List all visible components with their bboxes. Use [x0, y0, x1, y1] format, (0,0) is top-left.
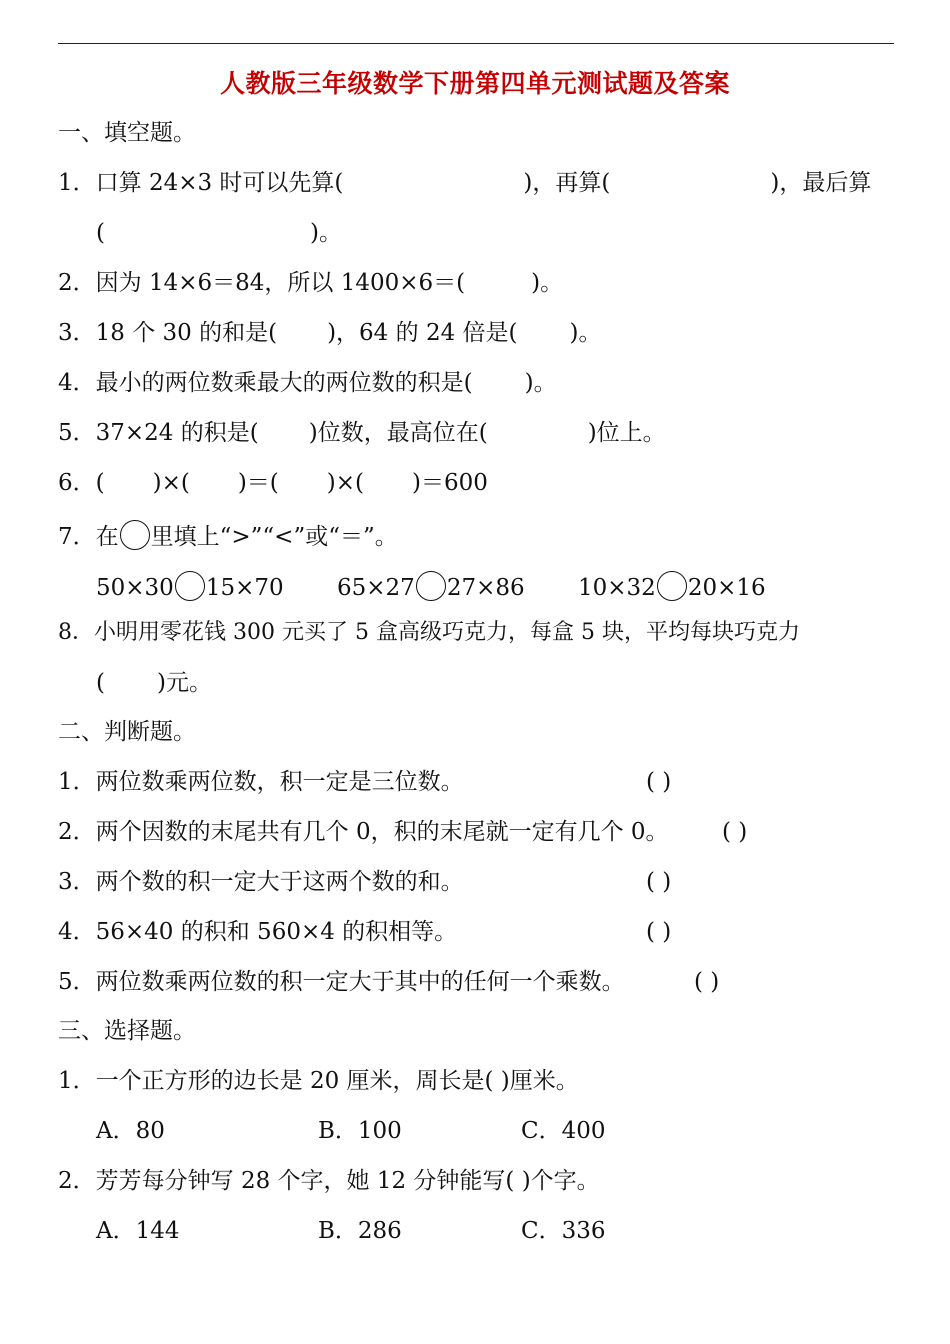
- fill-q4-text-b: )。: [524, 370, 557, 396]
- fill-q7-item-3: [578, 571, 766, 603]
- fill-q8-text-c: )元。: [156, 670, 212, 696]
- section-choice-heading: 三、选择题。: [58, 1018, 196, 1044]
- fill-q2-text-b: )。: [531, 270, 564, 296]
- compare-2-right: 27×86: [446, 575, 525, 601]
- choice-q1-option-b[interactable]: B．100: [318, 1118, 402, 1144]
- fill-q5-text-a: 5．37×24 的积是(: [58, 420, 259, 446]
- compare-1-right: 15×70: [205, 575, 284, 601]
- fill-q5: [58, 418, 666, 448]
- choice-q2-option-b[interactable]: B．286: [318, 1218, 402, 1244]
- fill-q5-text-c: )位上。: [587, 420, 666, 446]
- fill-q7-text-b: 里填上“>”“<”或“＝”。: [150, 524, 398, 550]
- fill-q6-text-d: )×(: [326, 470, 364, 496]
- judge-q4-answer[interactable]: ( ): [646, 919, 672, 945]
- page-title: 人教版三年级数学下册第四单元测试题及答案: [219, 69, 730, 98]
- compare-2-circle-icon[interactable]: [416, 571, 446, 601]
- fill-q1-line2: [96, 218, 342, 248]
- fill-q4: [58, 368, 557, 398]
- judge-q2: 2．两个因数的末尾共有几个 0，积的末尾就一定有几个 0。: [58, 819, 669, 845]
- compare-1-left: 50×30: [96, 575, 174, 601]
- fill-q3: [58, 318, 601, 348]
- compare-3-left: 10×32: [578, 575, 656, 601]
- judge-q1-answer[interactable]: ( ): [646, 769, 672, 795]
- judge-q4: 4．56×40 的积和 560×4 的积相等。: [58, 919, 458, 945]
- choice-q1-option-c[interactable]: C．400: [521, 1118, 606, 1144]
- compare-circle-icon: [120, 520, 150, 550]
- fill-q3-text-a: 3．18 个 30 的和是(: [58, 320, 278, 346]
- judge-q5: 5．两位数乘两位数的积一定大于其中的任何一个乘数。: [58, 969, 625, 995]
- compare-2-left: 65×27: [337, 575, 415, 601]
- compare-3-circle-icon[interactable]: [657, 571, 687, 601]
- compare-3-right: 20×16: [687, 575, 766, 601]
- fill-q4-text-a: 4．最小的两位数乘最大的两位数的积是(: [58, 370, 473, 396]
- fill-q1-line1: [58, 168, 871, 198]
- fill-q1-text-a: 1．口算 24×3 时可以先算(: [58, 170, 344, 196]
- fill-q1-text-d: (: [96, 220, 105, 246]
- fill-q7-item-2: [337, 571, 525, 603]
- choice-q2: 2．芳芳每分钟写 28 个字，她 12 分钟能写( )个字。: [58, 1168, 600, 1194]
- section-judge-heading: 二、判断题。: [58, 719, 196, 745]
- fill-q1-text-c: )，最后算: [770, 170, 872, 196]
- fill-q6-text-e: )＝600: [412, 470, 488, 496]
- fill-q1-text-b: )，再算(: [523, 170, 611, 196]
- section-fill-heading: 一、填空题。: [58, 120, 196, 146]
- choice-q1: 1．一个正方形的边长是 20 厘米，周长是( )厘米。: [58, 1068, 579, 1094]
- fill-q6-text-a: 6．(: [58, 470, 105, 496]
- judge-q3-answer[interactable]: ( ): [646, 869, 672, 895]
- fill-q7: [58, 520, 398, 552]
- choice-q1-option-a[interactable]: A．80: [96, 1118, 165, 1144]
- judge-q2-answer[interactable]: ( ): [722, 819, 748, 845]
- compare-1-circle-icon[interactable]: [175, 571, 205, 601]
- choice-q2-option-a[interactable]: A．144: [96, 1218, 180, 1244]
- fill-q6-text-b: )×(: [152, 470, 190, 496]
- fill-q3-text-b: )，64 的 24 倍是(: [327, 320, 518, 346]
- fill-q5-text-b: )位数，最高位在(: [308, 420, 488, 446]
- fill-q2-text-a: 2．因为 14×6＝84，所以 1400×6＝(: [58, 270, 466, 296]
- fill-q8-line1: 8．小明用零花钱 300 元买了 5 盒高级巧克力，每盒 5 块，平均每块巧克力: [58, 620, 800, 645]
- fill-q8-text-b: (: [96, 670, 105, 696]
- top-rule: [58, 43, 894, 44]
- judge-q1: 1．两位数乘两位数，积一定是三位数。: [58, 769, 464, 795]
- fill-q6: [58, 468, 488, 498]
- fill-q7-item-1: [96, 571, 284, 603]
- judge-q5-answer[interactable]: ( ): [694, 969, 720, 995]
- fill-q8-line2: [96, 668, 212, 698]
- fill-q1-text-e: )。: [309, 220, 342, 246]
- choice-q2-option-c[interactable]: C．336: [521, 1218, 606, 1244]
- fill-q3-text-c: )。: [569, 320, 602, 346]
- fill-q2: [58, 268, 563, 298]
- fill-q6-text-c: )＝(: [237, 470, 279, 496]
- fill-q7-text-a: 7．在: [58, 524, 119, 550]
- judge-q3: 3．两个数的积一定大于这两个数的和。: [58, 869, 464, 895]
